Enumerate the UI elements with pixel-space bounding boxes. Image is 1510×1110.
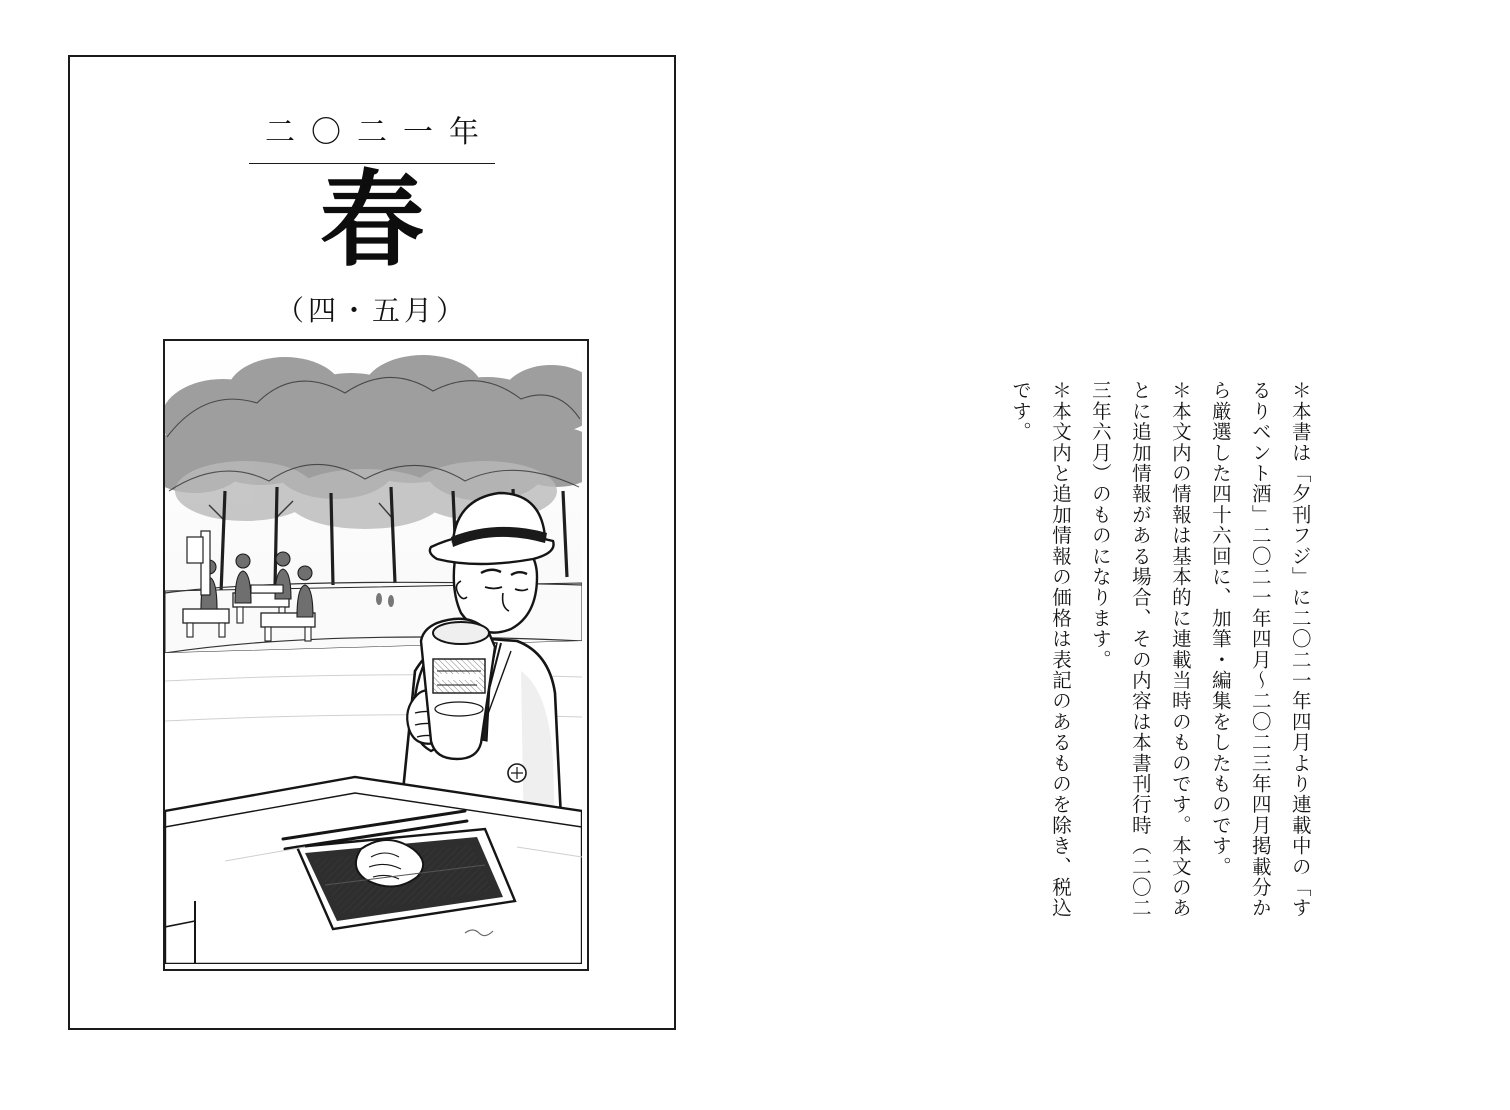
note-item: ＊本文内と追加情報の価格は表記のあるものを除き、税込です。 [1008, 380, 1072, 919]
publisher-notes-vertical-text [1000, 380, 1320, 920]
chapter-opener-page [68, 55, 676, 1030]
year-text: 二〇二一年 [249, 107, 495, 164]
chapter-illustration [163, 339, 589, 971]
season-months-subtitle: （四・五月） [275, 296, 468, 327]
publisher-notes-page [1000, 380, 1420, 940]
year-heading [70, 107, 674, 164]
note-item: ＊本文内の情報は基本的に連載当時のものです。本文のあとに追加情報がある場合、その内容は本書刊行時（二〇二三年六月）のものになります。 [1088, 380, 1192, 919]
table-with-bento [165, 777, 582, 964]
note-item: ＊本書は「夕刊フジ」に二〇二一年四月より連載中の「するりベント酒」二〇二一年四月～二〇二三年四月掲載分から厳選した四十六回に、加筆・編集をしたものです。 [1208, 380, 1312, 919]
season-title: 春 [319, 158, 424, 281]
park-scene-drawing [165, 341, 582, 964]
